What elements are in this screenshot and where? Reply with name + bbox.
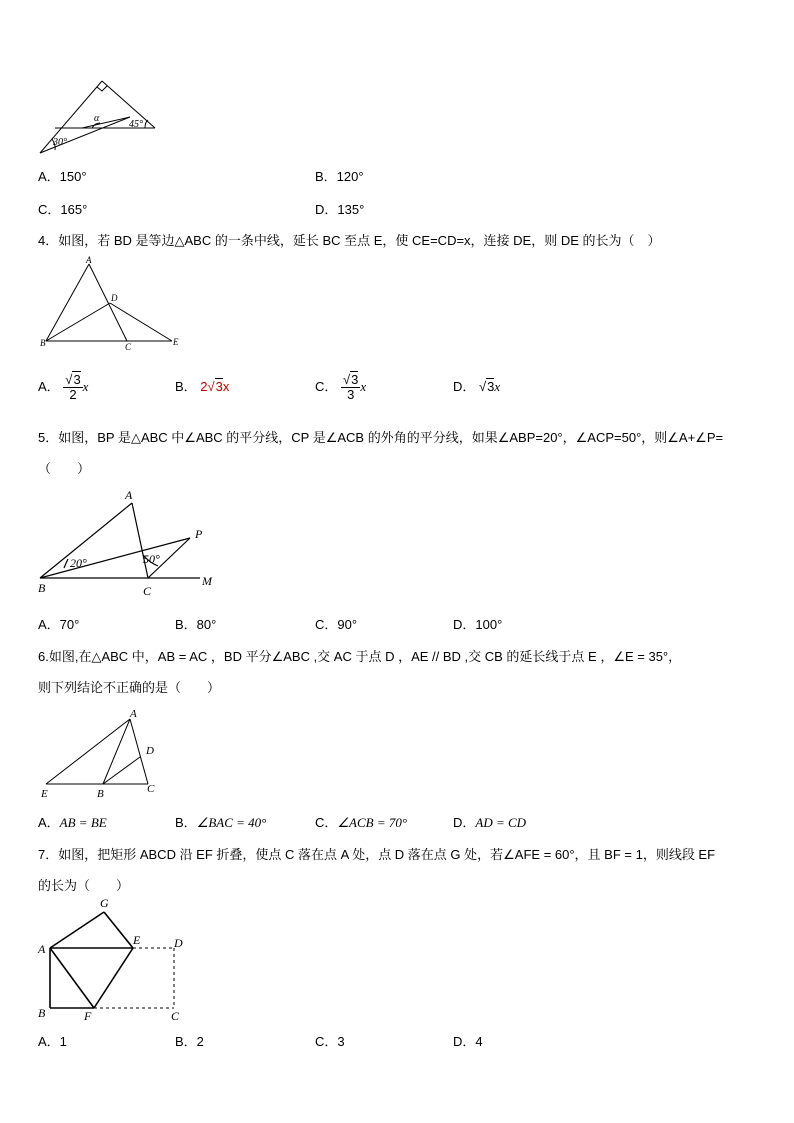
- q5-option-d[interactable]: D．100°: [453, 617, 503, 632]
- q7-fold-ef: [94, 948, 133, 1008]
- q4-label-d: D: [111, 293, 118, 303]
- q4-stem: 4．如图，若 BD 是等边△ABC 的一条中线，延长 BC 至点 E，使 CE=CD=x，连接 DE，则 DE 的长为（ ）: [38, 233, 661, 248]
- q7-option-d[interactable]: D．4: [453, 1034, 483, 1049]
- q7-segment-ag: [50, 912, 104, 948]
- q7-label-g: G: [100, 896, 109, 910]
- q7-label-e: E: [133, 933, 141, 947]
- q6-label-c: C: [147, 783, 155, 795]
- q6-label-d: D: [146, 745, 154, 757]
- q7-label-c: C: [171, 1009, 180, 1023]
- q5-label-a: A: [125, 488, 133, 502]
- q7-segment-af: [50, 948, 94, 1008]
- q3-option-c[interactable]: C．165°: [38, 202, 88, 217]
- q6-label-a: A: [130, 708, 137, 720]
- q3-option-d[interactable]: D．135°: [315, 202, 365, 217]
- q7-label-f: F: [84, 1009, 92, 1023]
- q6-label-b: B: [97, 788, 104, 800]
- q6-option-d[interactable]: D．AD = CD: [453, 815, 527, 830]
- q4-label-b: B: [40, 338, 46, 348]
- q5-option-b[interactable]: B．80°: [175, 617, 217, 632]
- q7-label-b: B: [38, 1006, 46, 1020]
- q4-option-b[interactable]: B． 2√3x: [175, 379, 230, 394]
- q4-option-d[interactable]: D． √3x: [453, 379, 501, 394]
- q6-stem-line1: 6.如图,在△ABC 中，AB = AC ，BD 平分∠ABC ,交 AC 于点 D ，AE // BD ,交 CB 的延长线于点 E ，∠E = 35°，: [38, 649, 682, 664]
- q4-option-a[interactable]: A． $\frac{√3}{2}$ x: [38, 372, 89, 403]
- q6-option-b[interactable]: B．∠BAC = 40°: [175, 815, 267, 830]
- q4-label-e: E: [173, 337, 179, 347]
- q3-label-45: 45°: [129, 119, 143, 130]
- q6-option-c[interactable]: C．∠ACB = 70°: [315, 815, 408, 830]
- q4-option-d-expr: √3x: [479, 379, 501, 394]
- q7-segment-ge: [104, 912, 133, 948]
- q3-option-a[interactable]: A．150°: [38, 169, 87, 184]
- q3-label-alpha: α: [94, 113, 100, 124]
- q4-label-c: C: [125, 342, 132, 352]
- q7-stem-line2: 的长为（ ）: [38, 878, 130, 893]
- q5-label-50: 50°: [143, 552, 160, 566]
- q3-option-b[interactable]: B．120°: [315, 169, 364, 184]
- q5-option-c[interactable]: C．90°: [315, 617, 358, 632]
- q5-label-c: C: [143, 584, 152, 598]
- q7-option-c[interactable]: C．3: [315, 1034, 345, 1049]
- q5-stem-line2: （ ）: [38, 461, 91, 476]
- q4-option-b-expr: 2√3x: [200, 379, 230, 394]
- q5-label-20: 20°: [70, 556, 87, 570]
- q4-option-a-fraction: $\frac{√3}{2}$: [65, 372, 81, 403]
- q3-label-30: 30°: [53, 137, 67, 148]
- q6-stem-line2: 则下列结论不正确的是（ ）: [38, 680, 221, 695]
- q4-option-c-fraction: $\frac{√3}{3}$: [343, 372, 359, 403]
- q6-option-a[interactable]: A．AB = BE: [38, 815, 107, 830]
- q4-option-c[interactable]: C． $\frac{√3}{3}$ x: [315, 372, 367, 403]
- q7-label-d: D: [174, 936, 183, 950]
- q5-option-a[interactable]: A．70°: [38, 617, 80, 632]
- q7-stem-line1: 7．如图，把矩形 ABCD 沿 EF 折叠，使点 C 落在点 A 处，点 D 落在点 G 处，若∠AFE = 60°，且 BF = 1，则线段 EF: [38, 847, 716, 862]
- q5-label-p: P: [195, 527, 203, 541]
- q6-label-e: E: [41, 788, 48, 800]
- q4-label-a: A: [86, 255, 92, 265]
- q7-option-a[interactable]: A．1: [38, 1034, 67, 1049]
- q5-stem-line1: 5．如图，BP 是△ABC 中∠ABC 的平分线，CP 是∠ACB 的外角的平分线，如果∠ABP=20°，∠ACP=50°，则∠A+∠P=: [38, 430, 724, 445]
- q5-label-m: M: [202, 574, 212, 588]
- q5-label-b: B: [38, 581, 46, 595]
- q7-option-b[interactable]: B．2: [175, 1034, 204, 1049]
- q7-label-a: A: [38, 942, 46, 956]
